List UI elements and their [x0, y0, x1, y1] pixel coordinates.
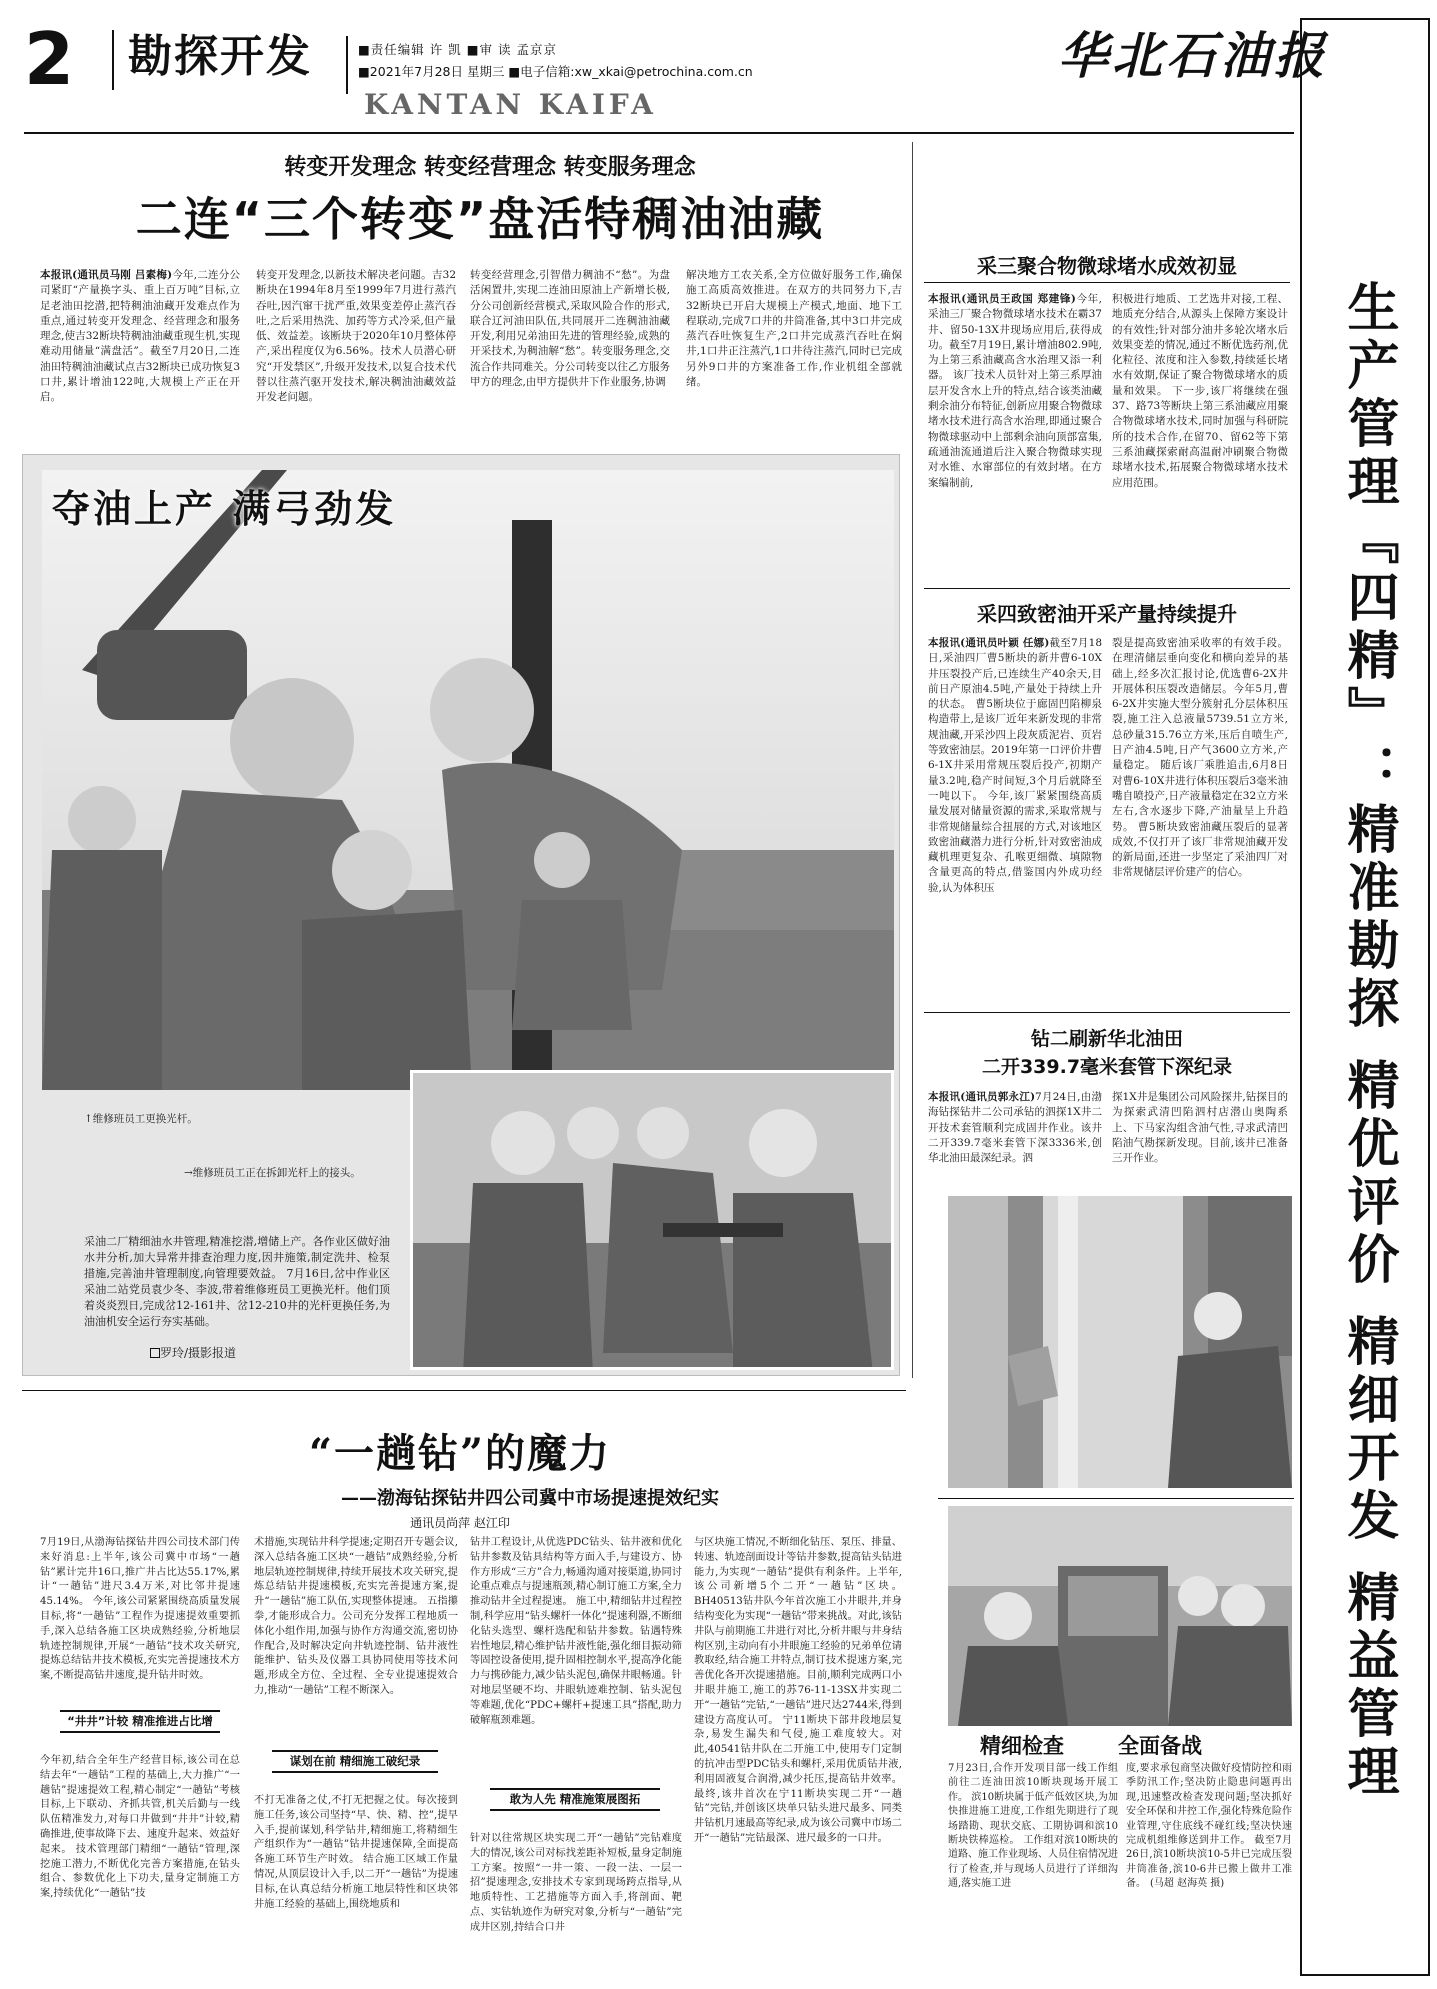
photo-inset-image — [413, 1073, 894, 1370]
photo-main — [42, 470, 894, 1090]
art3-col-1 — [928, 1090, 1102, 1184]
section-title: 勘探开发 — [128, 31, 312, 82]
bottom-subhead-3: 敢为人先 精准施策展图拓 — [490, 1788, 660, 1811]
masthead-divider — [112, 30, 114, 90]
photo-inset — [410, 1070, 894, 1370]
art3-headline-1: 钻二刷新华北油田 — [1030, 1028, 1183, 1050]
art4-col-2-text: 度,要求承包商坚决做好疫情防控和雨季防汛工作;坚决防止隐患问题再出现,迅速整改检查发现问题;坚决抓好安全环保和井控工作,强化特殊危险作业管理,守住底线不碰红线;坚决快速完成机组维修送到井工作。 截至7月26日,滨10断块滨10-5井已完成压裂井筒准备,滨10-6井已搬上做井工准备。 — [1126, 1763, 1292, 1890]
lead-col-1-text: 今年,二连分公司紧盯“产量换字头、重上百万吨”目标,立足老油田挖潜,把特稠油油藏开发难点作为重点,通过转变开发理念、经营理念和服务理念,使吉32断块特稠油油藏重现生机,实现难动用储量“满盘活”。截至7月20日,二连油田特稠油油藏试点吉32断块已成功恢复3口井,累计增油122吨,大规模上产正在开启。 — [40, 269, 240, 404]
art4-headline-1: 精细检查 — [980, 1734, 1064, 1758]
lead-col-4: 解决地方工农关系,全方位做好服务工作,确保施工高质高效推进。在双方的共同努力下,吉32断块已开启大规模上产模式,地面、地下工程联动,完成7口井的井筒准备,其中3口井完成蒸汽吞吐恢复生产,2口井完成蒸汽吞吐在焖井,1口井正注蒸汽,1口井待注蒸汽,同时已完成另外9口井的方案准备工作,作业机组全部就绪。 — [686, 269, 902, 389]
right-photo-1 — [948, 1196, 1292, 1488]
art3-col-2: 探1X井是集团公司风险探井,钻探目的为探索武清凹陷泗村店潜山奥陶系上、下马家沟组含油气性,寻求武清凹陷油气勘探新发现。目前,该井已准备三开作业。 — [1112, 1091, 1288, 1165]
credit-box-icon — [150, 1348, 160, 1358]
lead-byline: 本报讯(通讯员马刚 吕素梅) — [40, 269, 173, 281]
photo-caption-1: ↑维修班员工更换光杆。 — [84, 1113, 198, 1125]
right-photo-2-image — [948, 1506, 1292, 1726]
photo-feature-body: 采油二厂精细油水井管理,精准挖潜,增储上产。各作业区做好油水井分析,加大异常井排查治理力度,因井施策,制定洗井、检泵措施,完善油井管理制度,向管理要效益。 7月16日,岔中作业区采油二站党员袁少冬、李波,带着维修班员工更换光杆。他们顶着炎炎烈日,完成岔12-161井、岔12-210井的光杆更换任务,为油油机安全运行夯实基础。 — [84, 1234, 390, 1332]
art1-rule — [924, 282, 1290, 283]
lead-kicker: 转变开发理念 转变经营理念 转变服务理念 — [284, 155, 696, 180]
art4-headline-2: 全面备战 — [1118, 1734, 1202, 1758]
bottom-subhead-2: 谋划在前 精细施工破纪录 — [272, 1750, 438, 1773]
right-photo-1-image — [948, 1196, 1292, 1488]
masthead-info-2: ■2021年7月28日 星期三 ■电子信箱:xw_xkai@petrochina.com.cn — [358, 64, 753, 79]
lead-col-1 — [40, 268, 240, 436]
bottom-col-1-b: 今年初,结合全年生产经营目标,该公司在总结去年“一趟钻”工程的基础上,大力推广“一趟钻”提速提效工程,精心制定“一趟钻”考核目标,上下联动、齐抓共管,机关后勤与一线队伍精准发力,对每口井做到“井井”计较,精确推进,使事故降下去、速度升起来、效益好起来。 技术管理部门精细“一趟钻”管理,深挖施工潜力,不断优化完善方案措施,在钻头组合、参数优化上下功夫,量身定制施工方案,持续优化“一趟钻”技 — [40, 1755, 240, 1900]
art2-byline: 本报讯(通讯员叶颖 任娜) — [928, 637, 1050, 649]
photo-feature-title: 夺油上产 满弓劲发 — [52, 487, 397, 531]
art1-bottom-rule — [924, 588, 1290, 589]
page-number: 2 — [24, 17, 75, 101]
bottom-section-rule — [22, 1390, 906, 1391]
bottom-col-3-b: 针对以往常规区块实现二开“一趟钻”完钻难度大的情况,该公司对标找差距补短板,量身定制施工方案。按照“一井一策、一段一法、一层一招”提速理念,安排技术专家到现场跨点指导,从地质特性、工艺措施等方面入手,将剖面、靶点、实钻轨迹作为研究对象,分析与“一趟钻”完成井区别,持结合口井 — [470, 1833, 682, 1933]
photo-caption-2: →维修班员工正在拆卸光杆上的接头。 — [184, 1167, 361, 1179]
bottom-subtitle: ——渤海钻探钻井四公司冀中市场提速提效纪实 — [341, 1488, 719, 1509]
art1-col-1 — [928, 292, 1102, 576]
photo-credit — [150, 1346, 236, 1360]
masthead-info-1: ■责任编辑 许 凯 ■审 读 孟京京 — [358, 42, 557, 57]
art2-bottom-rule — [924, 1012, 1290, 1013]
masthead-rule — [24, 132, 1294, 134]
lead-headline: 二连“三个转变”盘活特稠油油藏 — [135, 192, 825, 246]
bottom-col-2-b: 不打无准备之仗,不打无把握之仗。每次接到施工任务,该公司坚持“早、快、精、控”,提早入手,提前谋划,科学钻井,精细施工,将精细生产组织作为“一趟钻”钻井提速保障,全面提高各施工环节生产时效。 结合施工区域工作量情况,从顶层设计入手,以二开“一趟钻”为提速目标,在认真总结分析施工地层特性和区块邻井施工经验的基础上,围绕地质和 — [254, 1795, 458, 1910]
art3-col-1-text: 7月24日,由渤海钻探钻井二公司承钻的泗探1X井二开技术套管顺利完成固井作业。该井二开339.7毫米套管下深3336米,创华北油田最深纪录。泗 — [928, 1091, 1102, 1165]
art2-col-2: 裂是提高致密油采收率的有效手段。在理清储层垂向变化和横向差异的基础上,经多次汇报讨论,优选曹6-2X井开展体积压裂改造储层。今年5月,曹6-2X井实施大型分簇射孔分层体积压裂,施工注入总液量5739.51立方米,总砂量315.76立方米,压后自喷生产,日产油4.5吨,日产气3600立方米,产量稳定。 随后该厂乘胜追击,6月8日对曹6-10X井进行体积压裂后3毫米油嘴自喷投产,日产液量稳定在32立方米左右,含水逐步下降,产油量呈上升趋势。 曹5断块致密油藏压裂后的显著成效,不仅打开了该厂非常规油藏开发的新局面,还进一步坚定了采油四厂对非常规储层评价建产的信心。 — [1112, 637, 1288, 879]
art2-col-1 — [928, 636, 1102, 1004]
right-photo-2 — [948, 1506, 1292, 1726]
art1-byline: 本报讯(通讯员王政国 郑建锋) — [928, 293, 1076, 305]
bottom-col-4: 与区块施工情况,不断细化钻压、泵压、排量、转速、轨迹剖面设计等钻井参数,提高钻头钻进能力,为实现“一趟钻”提供有利条件。上半年,该公司新增5个二开“一趟钻”区块。 BH40513钻井队今年首次施工小井眼井,并身结构变化为实现“一趟钻”带来挑战。对此,该钻井队与前期施工井进行对比,分析井眼与井身结构区别,主动向有小井眼施工经验的兄弟单位请教取经,结合施工井特点,制订技术提速方案,完善优化各开次提速措施。目前,顺利完成两口小井眼井施工,施工的苏76-11-13SX井实现二开“一趟钻”完钻,“一趟钻”进尺达2744米,得到建设方高度认可。 宁11断块下部井段地层复杂,易发生漏失和气侵,施工难度较大。对此,40541钻井队在二开施工中,使用专门定制的抗冲击型PDC钻头和螺杆,采用优质钻井液,利用固液复合润滑,减少托压,提高钻井效率。最终,该井首次在宁11断块实现二开“一趟钻”完钻,并创该区块单只钻头进尺最多、同类井钻机月速最高等纪录,成为该公司冀中市场二开“一趟钻”完钻最深、进尺最多的一口井。 — [694, 1537, 902, 1844]
art1-col-2: 积极进行地质、工艺选井对接,工程、地质充分结合,从源头上保障方案设计的有效性;针对部分油井多轮次堵水后效果变差的情况,通过不断优选药剂,优化粒径、浓度和注入参数,持续延长堵水有效期,保证了聚合物微球堵水的质量和效果。 下一步,该厂将继续在强37、路73等断块上第三系油藏应用聚合物微球堵水技术,同时加强与科研院所的技术合作,在留70、留62等下第三系油藏探索耐高温耐冲刷聚合物微球堵水技术,拓展聚合物微球堵水技术应用范围。 — [1112, 293, 1288, 489]
bottom-col-2-a: 术措施,实现钻井科学提速;定期召开专题会议,深入总结各施工区块“一趟钻”成熟经验,分析地层轨迹控制规律,持续开展技术攻关研究,提炼总结钻井提速模板,充实完善提速方案,提升“一趟钻”施工队伍,实现整体提速。 五指攥拳,才能形成合力。公司充分发挥工程地质一体化小组作用,加强与协作方沟通交流,密切协作配合,及时解决定向井轨迹控制、钻井液性能维护、钻头及仪器工具协同使用等技术问题,形成全方位、全过程、全专业提速提效合力,推动“一趟钻”工程不断深入。 — [254, 1537, 458, 1696]
art1-col-1-text: 今年,采油三厂聚合物微球堵水技术在霸37井、留50-13X井现场应用后,获得成功。截至7月19日,累计增油802.9吨,为上第三系油藏高含水治理又添一利器。 该厂技术人员针对上第三系厚油层开发含水上升的特点,结合该类油藏剩余油分布特征,创新应用聚合物微球堵水技术进行高含水治理,即通过聚合物微球驱动中上部剩余油向顶部富集,疏通油流通道后注入聚合物微球实现对水锥、水窜部位的有效封堵。在方案编制前, — [928, 293, 1102, 489]
bottom-col-1-a: 7月19日,从渤海钻探钻井四公司技术部门传来好消息:上半年,该公司冀中市场“一趟钻”累计完井16口,推广井占比达55.17%,累计“一趟钻”进尺3.4万米,对比邻井提速45.14%。 今年,该公司紧紧围绕高质量发展目标,将“一趟钻”工程作为提速提效重要抓手,深入总结各施工区块成熟经验,分析地层轨迹控制规律,开展“一趟钻”技术攻关研究,提炼总结钻井技术模板,充实完善提速技术方案,不断提高钻井速度,提升钻井时效。 — [40, 1537, 240, 1682]
art1-headline: 采三聚合物微球堵水成效初显 — [977, 254, 1237, 278]
art2-col-1-text: 截至7月18日,采油四厂曹5断块的新井曹6-10X井压裂投产后,已连续生产40余天,目前日产原油4.5吨,产量处于持续上升的状态。 曹5断块位于廊固凹陷柳泉构造带上,是该厂近年来新发现的非常规油藏,开采沙四上段灰质泥岩、页岩等致密油层。2019年第一口评价井曹6-1X井采用常规压裂后投产,初期产量3.2吨,稳产时间短,3个月后就降至一吨以下。 今年,该厂紧紧围绕高质量发展对储量资源的需求,采取常规与非常规储量综合扭展的方式,对该地区致密油藏潜力进行分析,针对致密油成藏机理更复杂、孔喉更细微、填隙物含量更高的特点,借鉴国内外成功经验,认为体积压 — [928, 637, 1102, 894]
photo-credit-text: 罗玲/摄影报道 — [160, 1346, 237, 1360]
bottom-subhead-1: “井井”计较 精准推进占比增 — [60, 1710, 220, 1733]
paper-name: 华北石油报 — [1058, 26, 1328, 85]
art4-credit: (马超 赵海英 摄) — [1150, 1878, 1225, 1890]
lead-col-2: 转变开发理念,以新技术解决老问题。吉32断块在1994年8月至1999年7月进行蒸汽吞吐,因汽窜干扰严重,效果变差停止蒸汽吞吐,之后采用热洗、加药等方式冷采,但产量低、效益差。该断块于2020年10月整体停产,采出程度仅为6.56%。技术人员潜心研究“开发禁区”,升级开发技术,以复合技术代替以往蒸汽驱开发技术,解决稠油油藏效益开发老问题。 — [256, 269, 456, 404]
art3-headline-2: 二开339.7毫米套管下深纪录 — [981, 1056, 1233, 1078]
art4-col-2 — [1126, 1762, 1292, 1974]
sidebar-title: 生产管理『四精』：精准勘探 精优评价 精细开发 精益管理 — [1338, 280, 1398, 1803]
bottom-col-3-a: 钻井工程设计,从优选PDC钻头、钻井液和优化钻井参数及钻具结构等方面入手,与建设方、协作方形成“三方”合力,畅通沟通对接渠道,协同讨论重点难点与提速瓶颈,精心制订施工方案,全力推动钻井全过程提速。 施工中,精细钻井过程控制,科学应用“钻头螺杆一体化”提速利器,不断细化钻头选型、螺杆选配和钻井参数。钻遇特殊岩性地层,精心维护钻井液性能,强化细目振动筛等固控设备使用,提升固相控制水平,提高净化能力与携砂能力,减少钻头泥包,确保井眼畅通。针对地层坚硬不均、井眼轨迹难控制、钻头泥包等难题,优化“PDC+螺杆+提速工具”搭配,助力破解瓶颈难题。 — [470, 1537, 682, 1726]
section-divider — [346, 36, 348, 94]
right-col-divider — [912, 142, 913, 1378]
art4-col-1: 7月23日,合作开发项目部一线工作组前往二连油田滨10断块现场开展工作。 滨10断块属于低产低效区块,为加快推进施工进度,工作组先期进行了现场踏勘、现状交底、工期协调和滨10断块铁棒巡检。 工作组对滨10断块的道路、施工作业现场、人员住宿情况进行了检查,并与现场人员进行了详细沟通,落实施工进 — [948, 1763, 1118, 1890]
right-photo-divider — [938, 1498, 1294, 1499]
lead-col-3: 转变经营理念,引智借力稠油不“愁”。为盘活闲置井,实现二连油田原油上产新增长极,分公司创新经营模式,采取风险合作的形式,联合辽河油田队伍,共同展开二连稠油油藏开发,利用兄弟油田先进的管理经验,成熟的开采技术,为稠油解“愁”。转变服务理念,交流合作共同难关。分公司转变以往乙方服务甲方的理念,由甲方提供井下作业服务,协调 — [470, 269, 670, 389]
art3-byline: 本报讯(通讯员郭永江) — [928, 1091, 1036, 1103]
bottom-headline: “一趟钻”的魔力 — [308, 1430, 611, 1477]
bottom-byline: 通讯员尚萍 赵江印 — [410, 1516, 510, 1530]
section-pinyin: KANTAN KAIFA — [364, 88, 657, 121]
photo-main-image — [42, 470, 894, 1090]
art2-headline: 采四致密油开采产量持续提升 — [977, 602, 1237, 626]
